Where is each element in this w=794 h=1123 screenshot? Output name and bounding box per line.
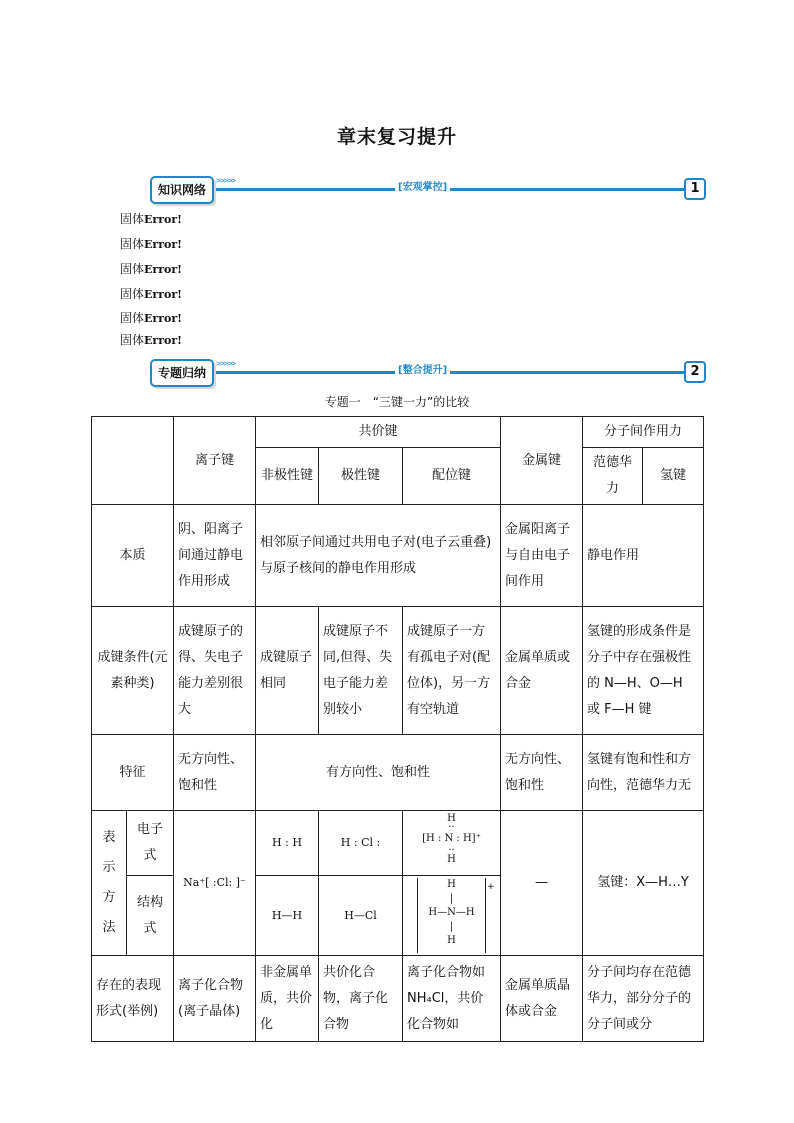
cell-examples-ionic: 离子化合物(离子晶体) [174,956,256,1042]
arrows-icon: >>>>> [216,359,236,368]
cell-conditions-polar: 成键原子不同,但得、失电子能力差别较小 [319,607,403,735]
structure-mid: H—N—H [428,907,475,918]
header-metallic: 金属键 [501,417,583,505]
cell-conditions-ionic: 成键原子的得、失电子能力差别很大 [174,607,256,735]
sublabel-structure: 结构式 [127,876,174,956]
formula-main: [H : N : H]⁺ [422,833,481,844]
cell-polar-structure: H—Cl [319,876,403,956]
formula-h-top: H [447,813,456,824]
cell-examples-metallic: 金属单质晶体或合金 [501,956,583,1042]
cell-conditions-coordinate: 成键原子一方有孤电子对(配位体)，另一方有空轨道 [403,607,501,735]
corner-cell [92,417,174,505]
cell-nonpolar-structure: H—H [256,876,319,956]
error-line: 固体Error! [120,311,182,325]
cell-examples-nonpolar: 非金属单质，共价化 [256,956,319,1042]
cell-nature-ionic: 阴、阳离子间通过静电作用形成 [174,505,256,607]
section-banner-knowledge-network [150,174,706,204]
cell-nature-metallic: 金属阳离子与自由电子间作用 [501,505,583,607]
cell-examples-coordinate: 离子化合物如 NH₄Cl，共价化合物如 [403,956,501,1042]
table-row [92,417,704,448]
table-row [92,956,704,1042]
ammonium-structure: H | H—N—H | H [428,879,475,946]
section-tag: 专题归纳 [150,359,214,387]
section-number: 2 [684,361,706,383]
error-line: 固体Error! [120,333,182,347]
sublabel-electron: 电子式 [127,811,174,876]
section-subtitle: [宏观掌控] [395,180,450,196]
header-ionic: 离子键 [174,417,256,505]
cell-conditions-metallic: 金属单质或合金 [501,607,583,735]
section-subtitle: [整合提升] [395,363,450,379]
cell-features-intermolecular: 氢键有饱和性和方向性，范德华力无 [583,735,704,811]
arrows-icon: >>>>> [216,176,236,185]
comparison-table [91,416,704,1042]
cell-intermolecular-representation: 氢键：X—H…Y [583,811,704,956]
cell-features-covalent: 有方向性、饱和性 [256,735,501,811]
cell-nature-covalent: 相邻原子间通过共用电子对(电子云重叠)与原子核间的静电作用形成 [256,505,501,607]
cell-nature-intermolecular: 静电作用 [583,505,704,607]
header-covalent: 共价键 [256,417,501,448]
header-hbond: 氢键 [643,448,704,505]
row-label-conditions: 成键条件(元素种类) [92,607,174,735]
section-tag: 知识网络 [150,176,214,204]
row-label-nature: 本质 [92,505,174,607]
cell-coordinate-structure [403,876,501,956]
row-label-examples: 存在的表现形式(举例) [92,956,174,1042]
cell-examples-intermolecular: 分子间均存在范德华力，部分分子的分子间或分 [583,956,704,1042]
cell-features-metallic: 无方向性、饱和性 [501,735,583,811]
structure-h-top: H [447,879,456,890]
page-title: 章末复习提升 [336,126,457,148]
cell-conditions-intermolecular: 氢键的形成条件是分子中存在强极性的 N—H、O—H 或 F—H 键 [583,607,704,735]
formula-h-bottom: H [447,854,456,865]
structure-charge: + [487,882,495,892]
cell-polar-electron: H : Cl : [319,811,403,876]
table-row [92,735,704,811]
cell-features-ionic: 无方向性、饱和性 [174,735,256,811]
row-label-representation [92,811,127,956]
cell-examples-polar: 共价化合物，离子化合物 [319,956,403,1042]
structure-h-bottom: H [447,935,456,946]
error-line: 固体Error! [120,237,182,251]
section-banner-topic-summary [150,357,706,387]
row-label-features: 特征 [92,735,174,811]
header-coordinate: 配位键 [403,448,501,505]
topic-title: 专题一 “三键一力”的比较 [324,395,470,409]
header-nonpolar: 非极性键 [256,448,319,505]
cell-ionic-electron: Na⁺[ :Cl: ]⁻ [174,811,256,956]
header-polar: 极性键 [319,448,403,505]
cell-nonpolar-electron: H : H [256,811,319,876]
header-intermolecular: 分子间作用力 [583,417,704,448]
table-row [92,505,704,607]
ammonium-structure-bracket [417,878,495,953]
representation-label: 表示方法 [102,830,116,935]
table-row [92,607,704,735]
error-line: 固体Error! [120,287,182,301]
ammonium-electron-formula: H ·· [H : N : H]⁺ ·· H [422,813,481,865]
section-number: 1 [684,178,706,200]
error-line: 固体Error! [120,212,182,226]
cell-metallic-representation: — [501,811,583,956]
cell-conditions-nonpolar: 成键原子相同 [256,607,319,735]
table-row [92,811,704,876]
cell-coordinate-electron [403,811,501,876]
error-line: 固体Error! [120,262,182,276]
header-vdw: 范德华力 [583,448,643,505]
